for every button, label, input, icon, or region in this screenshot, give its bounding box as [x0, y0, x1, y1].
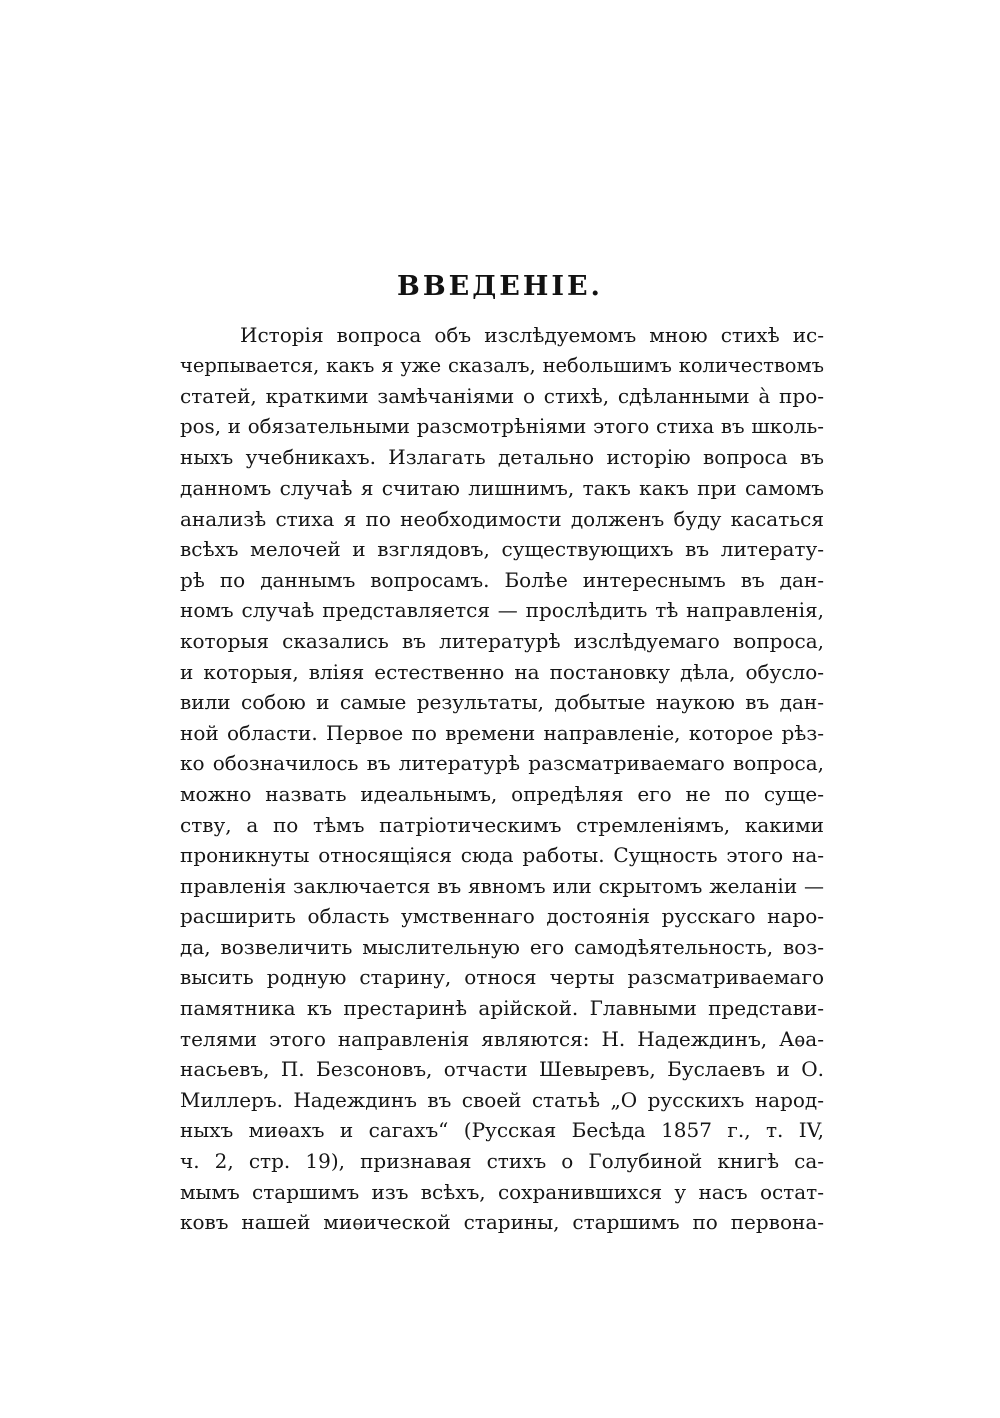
- text-line: номъ случаѣ представляется — прослѣдить тѣ направленія,: [180, 598, 824, 623]
- text-line: расширить область умственнаго достоянія русскаго наро-: [180, 904, 824, 929]
- text-line: и которыя, вліяя естественно на постановку дѣла, обусло-: [180, 659, 824, 684]
- text-line: рѣ по даннымъ вопросамъ. Болѣе интереснымъ въ дан-: [180, 567, 824, 592]
- text-line: насьевъ, П. Безсоновъ, отчасти Шевыревъ, Буслаевъ и О.: [180, 1057, 824, 1082]
- text-line: ковъ нашей миѳической старины, старшимъ по первона-: [180, 1210, 824, 1235]
- text-line: памятника къ престаринѣ арійской. Главными представи-: [180, 996, 824, 1021]
- text-line: вили собою и самые результаты, добытые наукою въ дан-: [180, 690, 824, 715]
- text-line: Исторія вопроса объ изслѣдуемомъ мною стихѣ ис-: [240, 323, 824, 347]
- text-line: проникнуты относящіяся сюда работы. Сущность этого на-: [180, 843, 824, 868]
- text-line: Миллеръ. Надеждинъ въ своей статьѣ „О русскихъ народ-: [180, 1087, 824, 1112]
- text-line: правленія заключается въ явномъ или скрытомъ желаніи —: [180, 873, 824, 898]
- text-line: высить родную старину, относя черты разсматриваемаго: [180, 965, 824, 990]
- text-line: ныхъ миѳахъ и сагахъ“ (Русская Бесѣда 1857 г., т. IV,: [180, 1118, 824, 1143]
- text-line: можно назвать идеальнымъ, опредѣляя его не по суще-: [180, 781, 824, 806]
- text-line: телями этого направленія являются: Н. Надеждинъ, Аѳа-: [180, 1026, 824, 1051]
- text-line: статей, краткими замѣчаніями о стихѣ, сдѣланными à про-: [180, 384, 824, 409]
- text-line: ко обозначилось въ литературѣ разсматриваемаго вопроса,: [180, 751, 824, 776]
- text-line: ч. 2, стр. 19), признавая стихъ о Голубиной книгѣ са-: [180, 1149, 824, 1174]
- text-line: да, возвеличить мыслительную его самодѣятельность, воз-: [180, 934, 824, 959]
- text-line: черпывается, какъ я уже сказалъ, небольшимъ количествомъ: [180, 353, 824, 377]
- text-line: ныхъ учебникахъ. Излагать детально исторію вопроса въ: [180, 445, 824, 470]
- text-line: анализѣ стиха я по необходимости долженъ буду касаться: [180, 506, 824, 531]
- chapter-heading: ВВЕДЕНІЕ.: [397, 271, 603, 302]
- text-line: которыя сказались въ литературѣ изслѣдуемаго вопроса,: [180, 628, 824, 653]
- body-text: [180, 320, 824, 1238]
- text-line: мымъ старшимъ изъ всѣхъ, сохранившихся у насъ остат-: [180, 1179, 824, 1204]
- text-line: всѣхъ мелочей и взглядовъ, существующихъ въ литерату-: [180, 537, 824, 562]
- text-line: данномъ случаѣ я считаю лишнимъ, такъ какъ при самомъ: [180, 475, 824, 500]
- text-line: роs, и обязательными разсмотрѣніями этого стиха въ школь-: [180, 414, 824, 438]
- text-line: ству, а по тѣмъ патріотическимъ стремленіямъ, какими: [180, 812, 824, 837]
- text-line: ной области. Первое по времени направленіе, которое рѣз-: [180, 720, 824, 745]
